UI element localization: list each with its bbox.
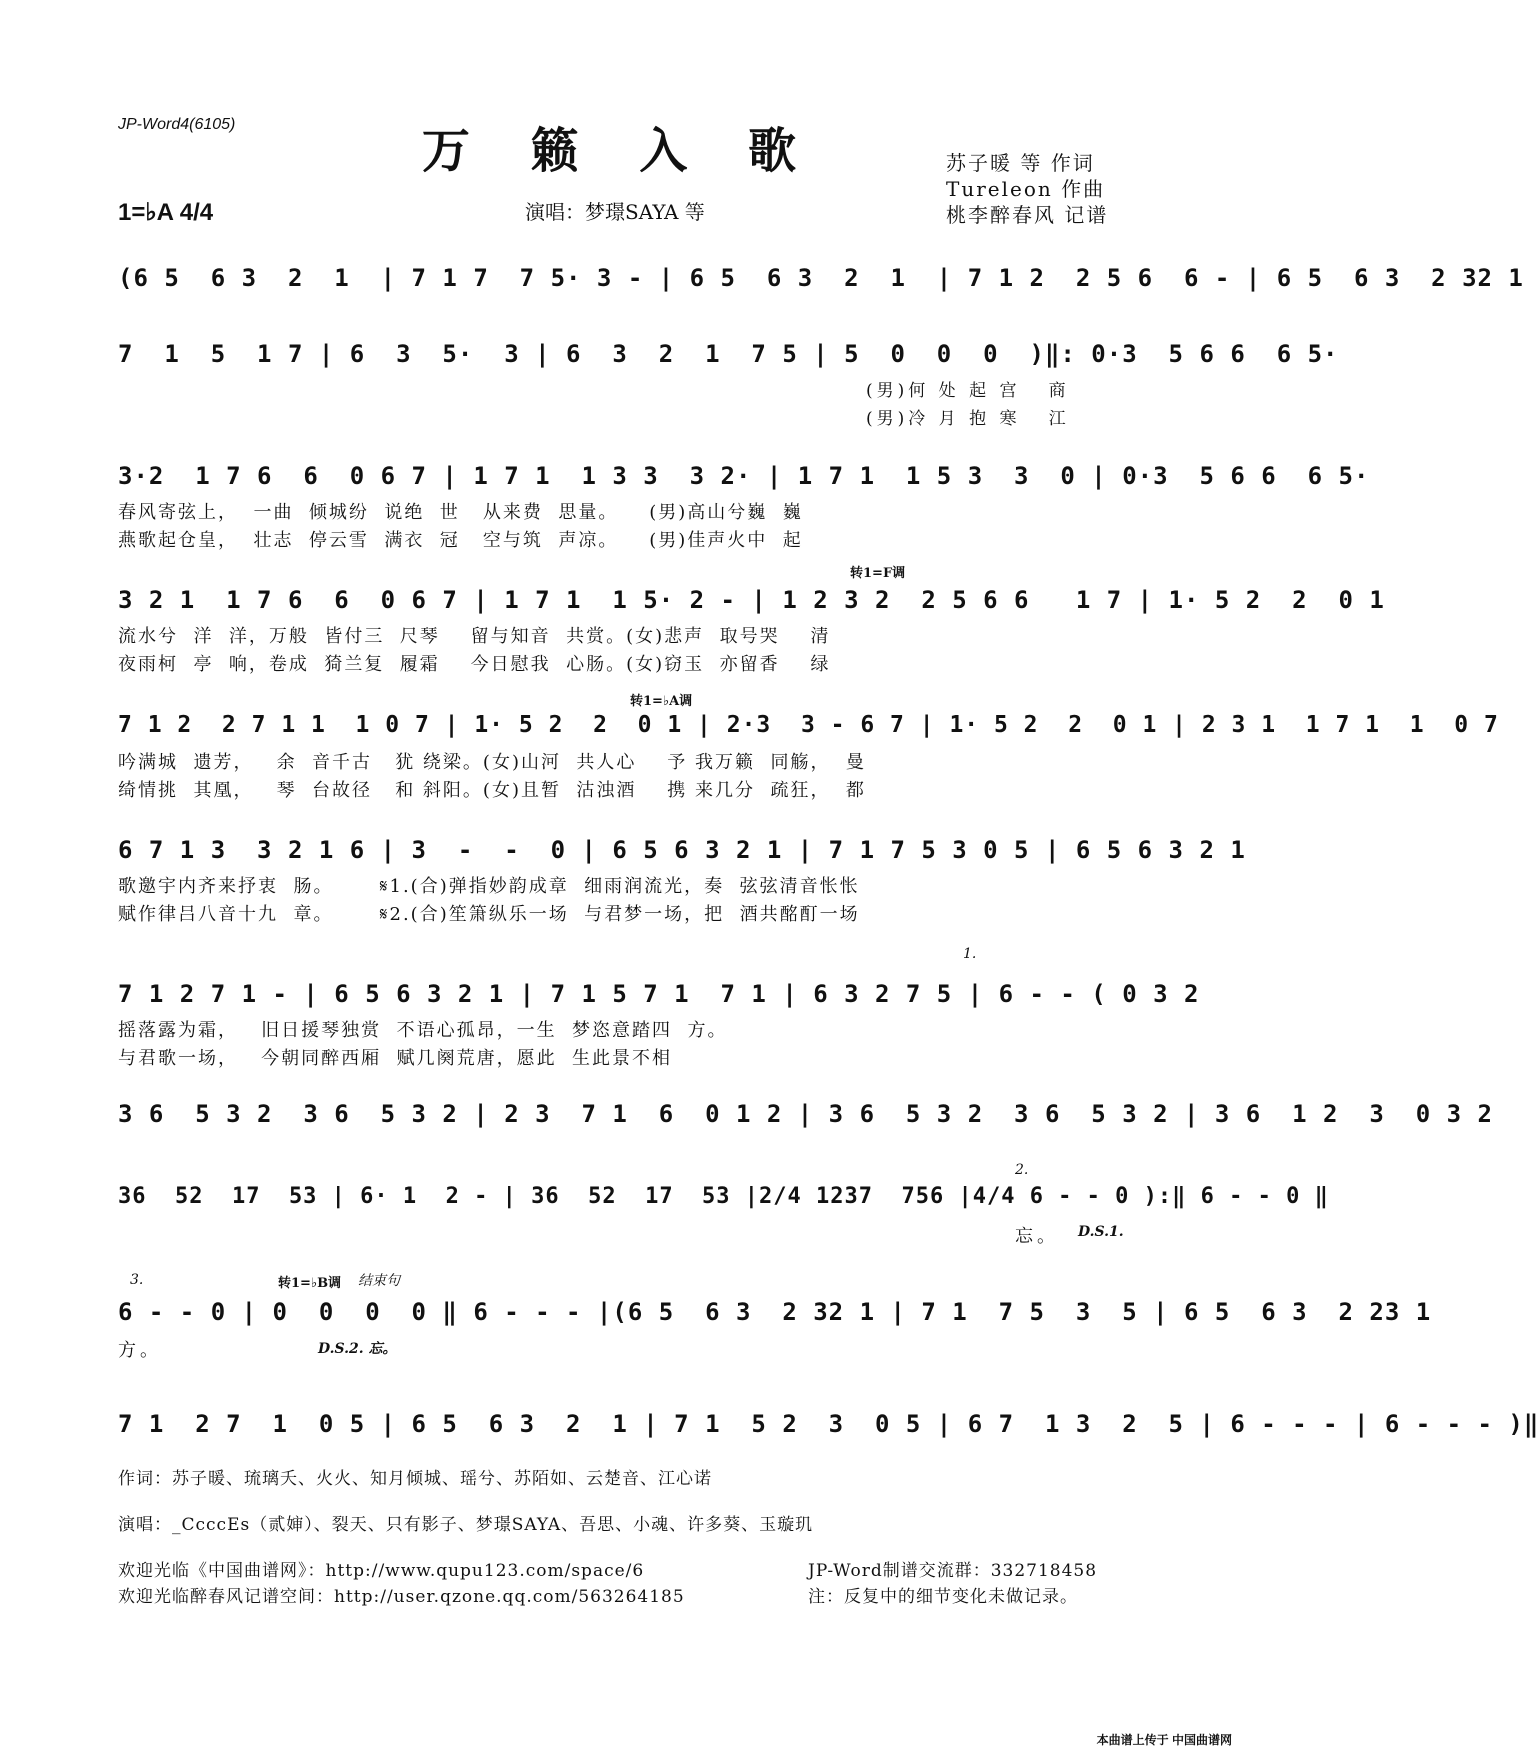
score-line-4	[118, 566, 1385, 675]
lyrics-line-6-verse-1: 歌邀宇内齐来抒衷 肠。 𝄋1.(合)弹指妙韵成章 细雨润流光，奏 弦弦清音怅怅	[118, 876, 860, 897]
score-line-7	[118, 946, 1200, 1069]
lyrics-fang: 方。	[118, 1340, 162, 1361]
lyrics-line-2-verse-1: (男)何 处 起 宫 商	[866, 381, 1070, 401]
key-signature: 1=♭A 4/4	[118, 199, 214, 226]
volta-2: 2.	[1015, 1162, 1029, 1178]
volta-1: 1.	[963, 946, 977, 962]
notes-line-3: 3·2 1 7 6 6 0 6 7 | 1 7 1 1 3 3 3 2· | 1 7 1 1 5 3 3 0 | 0·3 5 6 6 6 5·	[118, 462, 1370, 490]
upload-tag: 本曲谱上传于 中国曲谱网	[1096, 1733, 1232, 1747]
lyrics-line-4-verse-2: 夜雨柯 亭 响，卷成 猗兰复 履霜 今日慰我 心肠。(女)窃玉 亦留香 绿	[118, 654, 831, 675]
lyrics-line-3-verse-1: 春风寄弦上， 一曲 倾城纷 说绝 世 从来费 思量。 (男)高山兮巍 巍	[118, 502, 803, 523]
score-line-10	[118, 1272, 1432, 1361]
score-line-2	[118, 340, 1339, 429]
credit-transcriber: 桃李醉春风 记谱	[946, 203, 1109, 227]
lyrics-line-3-verse-2: 燕歌起仓皇， 壮志 停云雪 满衣 冠 空与筑 声凉。 (男)佳声火中 起	[118, 530, 803, 551]
notes-line-7: 7 1 2 7 1 - | 6 5 6 3 2 1 | 7 1 5 7 1 7 1 | 6 3 2 7 5 | 6 - - ( 0 3 2	[118, 980, 1200, 1008]
lyrics-line-7-verse-1: 摇落露为霜， 旧日援琴独赏 不语心孤昂，一生 梦恣意踏四 方。	[118, 1020, 728, 1041]
notes-line-11: 7 1 2 7 1 0 5 | 6 5 6 3 2 1 | 7 1 5 2 3 0 5 | 6 7 1 3 2 5 | 6 - - - | 6 - - - )‖	[118, 1410, 1539, 1438]
ds1-mark: D.S.1.	[1078, 1224, 1124, 1240]
lyrics-line-5-verse-1: 吟满城 遗芳， 余 音千古 犹 绕梁。(女)山河 共人心 予 我万籁 同觞， 曼	[118, 752, 866, 773]
lyrics-line-4-verse-1: 流水兮 洋 洋，万般 皆付三 尺琴 留与知音 共赏。(女)悲声 取号哭 清	[118, 626, 831, 647]
lyrics-forget: 忘。	[1015, 1226, 1059, 1247]
key-change-f: 转1=F调	[850, 566, 906, 581]
singer-line: 演唱：梦璟SAYA 等	[525, 200, 705, 224]
lyrics-line-7-verse-2: 与君歌一场， 今朝同醉西厢 赋几阕荒唐，愿此 生此景不相	[118, 1048, 673, 1069]
credits	[946, 150, 1108, 228]
score-line-9	[118, 1162, 1329, 1247]
lyrics-line-6-verse-2: 赋作律吕八音十九 章。 𝄋2.(合)笙箫纵乐一场 与君梦一场，把 酒共酩酊一场	[118, 904, 860, 925]
notes-line-6: 6 7 1 3 3 2 1 6 | 3 - - 0 | 6 5 6 3 2 1 | 7 1 7 5 3 0 5 | 6 5 6 3 2 1	[118, 836, 1246, 864]
coda-label: 结束句	[358, 1273, 400, 1289]
lyrics-line-5-verse-2: 绮情挑 其凰， 琴 台故径 和 斜阳。(女)且暂 沽浊酒 携 来几分 疏狂， 都	[118, 780, 866, 801]
notes-line-4: 3 2 1 1 7 6 6 0 6 7 | 1 7 1 1 5· 2 - | 1 2 3 2 2 5 6 6 1 7 | 1· 5 2 2 0 1	[118, 586, 1385, 614]
notes-line-8: 3 6 5 3 2 3 6 5 3 2 | 2 3 7 1 6 0 1 2 | 3 6 5 3 2 3 6 5 3 2 | 3 6 1 2 3 0 3 2	[118, 1100, 1493, 1128]
key-change-b-flat: 转1=♭B调	[278, 1276, 342, 1291]
footer-welcome-site: 欢迎光临《中国曲谱网》：http://www.qupu123.com/space/6	[118, 1561, 645, 1581]
notes-line-10: 6 - - 0 | 0 0 0 0 ‖ 6 - - - |(6 5 6 3 2 32 1 | 7 1 7 5 3 5 | 6 5 6 3 2 23 1	[118, 1298, 1432, 1326]
footer-lyricists: 作词：苏子暖、琉璃夭、火火、知月倾城、瑶兮、苏陌如、云楚音、江心诺	[118, 1469, 712, 1489]
volta-3: 3.	[130, 1272, 144, 1288]
notes-line-1: (6 5 6 3 2 1 | 7 1 7 7 5· 3 - | 6 5 6 3 2 1 | 7 1 2 2 5 6 6 - | 6 5 6 3 2 32 1	[118, 264, 1524, 292]
key-change-a-flat: 转1=♭A调	[630, 694, 693, 709]
song-title: 万 籁 入 歌	[421, 123, 819, 179]
notes-line-5: 7 1 2 2 7 1 1 1 0 7 | 1· 5 2 2 0 1 | 2·3 3 - 6 7 | 1· 5 2 2 0 1 | 2 3 1 1 7 1 1 0 7	[118, 712, 1499, 738]
score-line-3	[118, 462, 1370, 551]
notes-line-2: 7 1 5 1 7 | 6 3 5· 3 | 6 3 2 1 7 5 | 5 0 0 0 )‖: 0·3 5 6 6 6 5·	[118, 340, 1339, 368]
footer-singers: 演唱：_CcccEs（贰婶）、裂天、只有影子、梦璟SAYA、吾思、小魂、许多葵、玉璇玑	[118, 1515, 814, 1535]
score-line-5	[118, 694, 1499, 801]
lyrics-line-2-verse-2: (男)冷 月 抱 寒 江	[866, 409, 1070, 429]
score-line-8	[118, 1100, 1493, 1130]
credit-lyricist: 苏子暖 等 作词	[946, 151, 1095, 175]
score-line-11	[118, 1410, 1539, 1440]
score-line-6	[118, 836, 1246, 925]
notes-line-9: 36 52 17 53 | 6· 1 2 - | 36 52 17 53 |2/4 1237 756 |4/4 6 - - 0 ):‖ 6 - - 0 ‖	[118, 1184, 1329, 1209]
footer-welcome-qzone: 欢迎光临醉春风记谱空间：http://user.qzone.qq.com/563264185	[118, 1587, 685, 1607]
software-label: JP-Word4(6105)	[118, 116, 236, 133]
footer-group: JP-Word制谱交流群：332718458	[808, 1561, 1098, 1581]
credit-composer: Tureleon 作曲	[946, 177, 1106, 201]
footer-note: 注：反复中的细节变化未做记录。	[808, 1587, 1078, 1607]
score-line-1	[118, 264, 1524, 294]
ds2-mark: D.S.2. 忘。	[318, 1341, 397, 1357]
